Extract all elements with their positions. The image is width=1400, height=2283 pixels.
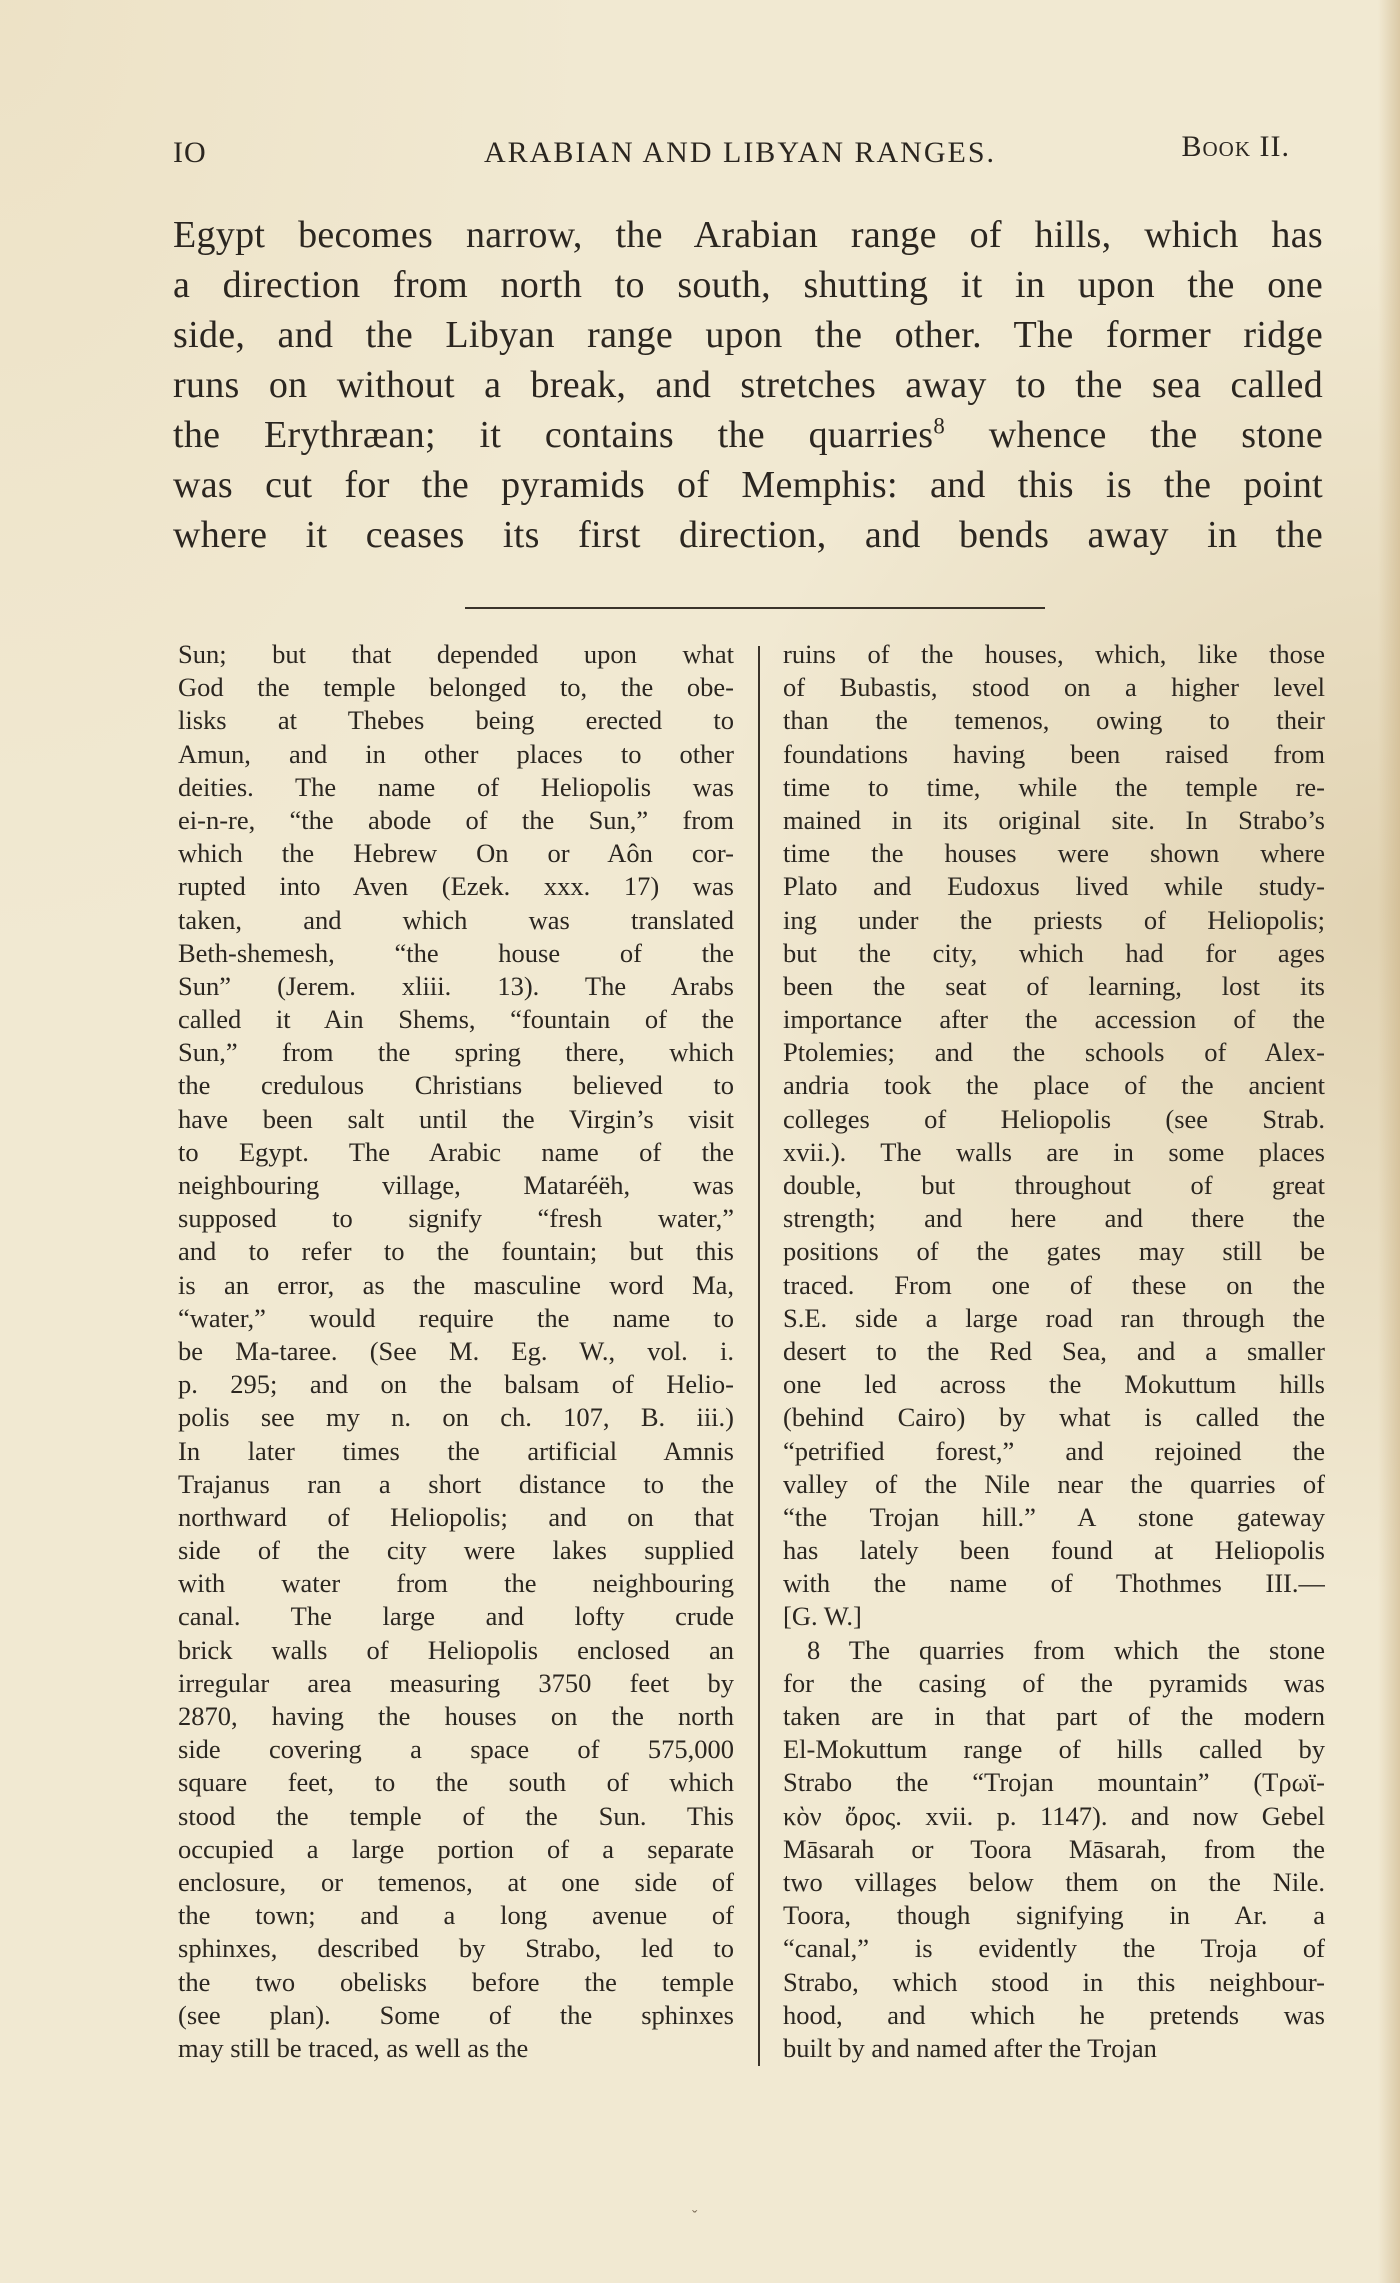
footnote-line: deities. The name of Heliopolis was	[178, 771, 734, 802]
footnote-line: time to time, while the temple re-	[783, 771, 1325, 802]
footnote-line: xvii.). The walls are in some places	[783, 1136, 1325, 1167]
footnote-line: Amun, and in other places to other	[178, 738, 734, 769]
footnote-line: the two obelisks before the temple	[178, 1966, 734, 1997]
footnote-line: foundations having been raised from	[783, 738, 1325, 769]
footnote-line: is an error, as the masculine word Ma,	[178, 1269, 734, 1300]
footnote-line: irregular area measuring 3750 feet by	[178, 1667, 734, 1698]
footnote-line: of Bubastis, stood on a higher level	[783, 672, 1325, 703]
footnote-line: called it Ain Shems, “fountain of the	[178, 1004, 734, 1035]
footnote-line: the credulous Christians believed to	[178, 1070, 734, 1101]
footnote-line: for the casing of the pyramids was	[783, 1667, 1325, 1698]
footnote-line: neighbouring village, Mataréëh, was	[178, 1170, 734, 1200]
footnote-line: 8 The quarries from which the stone	[807, 1634, 1325, 1665]
footnote-line: been the seat of learning, lost its	[783, 970, 1325, 1001]
footnote-line: two villages below them on the Nile.	[783, 1866, 1325, 1897]
footnote-marker[interactable]: 8	[933, 413, 946, 439]
print-speck: ˇ	[692, 2208, 698, 2225]
footnote-line: S.E. side a large road ran through the	[783, 1302, 1325, 1333]
page-edge-shading	[1378, 0, 1400, 2283]
footnote-line: Trajanus ran a short distance to the	[178, 1468, 734, 1499]
footnotes-area	[178, 638, 1328, 2098]
footnote-line: desert to the Red Sea, and a smaller	[783, 1335, 1325, 1366]
footnote-line: Plato and Eudoxus lived while study-	[783, 871, 1325, 902]
main-text-line: a direction from north to south, shutting it in upon the one	[173, 264, 1323, 306]
footnote-line: ruins of the houses, which, like those	[783, 639, 1325, 669]
footnote-line: 2870, having the houses on the north	[178, 1701, 734, 1731]
footnote-line: andria took the place of the ancient	[783, 1070, 1325, 1101]
footnote-line: lisks at Thebes being erected to	[178, 705, 734, 736]
footnote-line: Sun,” from the spring there, which	[178, 1037, 734, 1068]
footnote-line: side of the city were lakes supplied	[178, 1535, 734, 1566]
footnote-line: and to refer to the fountain; but this	[178, 1236, 734, 1267]
footnote-line: than the temenos, owing to their	[783, 705, 1325, 736]
footnote-line: In later times the artificial Amnis	[178, 1435, 734, 1466]
footnote-line: time the houses were shown where	[783, 838, 1325, 869]
main-text-segment: the Erythræan; it contains the quarries	[173, 414, 934, 456]
footnote-line: hood, and which he pretends was	[783, 1999, 1325, 2030]
footnote-line: positions of the gates may still be	[783, 1236, 1325, 1267]
footnote-line: ei-n-re, “the abode of the Sun,” from	[178, 804, 734, 835]
footnote-column-right	[783, 638, 1325, 2065]
footnote-line: colleges of Heliopolis (see Strab.	[783, 1103, 1325, 1134]
footnote-line: κὸν ὄρος. xvii. p. 1147). and now Gebel	[783, 1800, 1325, 1831]
footnote-line: be Ma-taree. (See M. Eg. W., vol. i.	[178, 1335, 734, 1366]
footnote-line: (behind Cairo) by what is called the	[783, 1402, 1325, 1433]
footnote-line: “canal,” is evidently the Troja of	[783, 1933, 1325, 1964]
footnote-line: has lately been found at Heliopolis	[783, 1535, 1325, 1566]
main-text-line: was cut for the pyramids of Memphis: and this is the point	[173, 464, 1323, 506]
footnote-line: northward of Heliopolis; and on that	[178, 1501, 734, 1532]
footnote-line: stood the temple of the Sun. This	[178, 1800, 734, 1831]
footnote-line: which the Hebrew On or Aôn cor-	[178, 838, 734, 869]
footnote-line: (see plan). Some of the sphinxes	[178, 1999, 734, 2030]
footnote-line: “petrified forest,” and rejoined the	[783, 1435, 1325, 1466]
main-text-line: runs on without a break, and stretches away to the sea called	[173, 364, 1323, 406]
footnote-line: God the temple belonged to, the obe-	[178, 672, 734, 703]
footnote-line: the town; and a long avenue of	[178, 1900, 734, 1931]
footnote-line: Sun; but that depended upon what	[178, 639, 734, 669]
main-text-line: Egypt becomes narrow, the Arabian range of hills, which has	[173, 214, 1323, 256]
footnote-line: double, but throughout of great	[783, 1170, 1325, 1200]
footnote-line: Beth-shemesh, “the house of the	[178, 937, 734, 968]
main-text-line-with-footnote	[173, 410, 1323, 460]
main-text-block	[173, 210, 1323, 560]
main-text-line: where it ceases its first direction, and bends away in the	[173, 514, 1323, 556]
main-text-line: side, and the Libyan range upon the other. The former ridge	[173, 314, 1323, 356]
footnote-line: canal. The large and lofty crude	[178, 1601, 734, 1632]
footnote-line: valley of the Nile near the quarries of	[783, 1468, 1325, 1499]
footnote-line: rupted into Aven (Ezek. xxx. 17) was	[178, 871, 734, 902]
footnote-line: Māsarah or Toora Māsarah, from the	[783, 1833, 1325, 1864]
footnote-column-left	[178, 638, 734, 2065]
book-label: Book II.	[1181, 130, 1290, 163]
footnote-line: [G. W.]	[783, 1601, 862, 1632]
footnote-line: may still be traced, as well as the	[178, 2032, 529, 2063]
footnote-line: traced. From one of these on the	[783, 1269, 1325, 1300]
footnote-line: “the Trojan hill.” A stone gateway	[783, 1501, 1325, 1532]
footnote-line: to Egypt. The Arabic name of the	[178, 1136, 734, 1167]
footnote-line: Sun” (Jerem. xliii. 13). The Arabs	[178, 970, 734, 1001]
footnote-line: strength; and here and there the	[783, 1203, 1325, 1234]
footnote-separator-rule	[465, 607, 1045, 609]
footnote-line: side covering a space of 575,000	[178, 1734, 734, 1765]
column-divider	[758, 646, 760, 2066]
footnote-line: Toora, though signifying in Ar. a	[783, 1900, 1325, 1931]
footnote-line: brick walls of Heliopolis enclosed an	[178, 1634, 734, 1665]
footnote-line: taken are in that part of the modern	[783, 1701, 1325, 1731]
footnote-line: supposed to signify “fresh water,”	[178, 1203, 734, 1234]
running-title: ARABIAN AND LIBYAN RANGES.	[483, 136, 997, 169]
running-header	[170, 130, 1290, 180]
footnote-line: El-Mokuttum range of hills called by	[783, 1734, 1325, 1765]
footnote-line: one led across the Mokuttum hills	[783, 1369, 1325, 1400]
footnote-line: have been salt until the Virgin’s visit	[178, 1103, 734, 1134]
footnote-line: square feet, to the south of which	[178, 1767, 734, 1798]
footnote-line: “water,” would require the name to	[178, 1302, 734, 1333]
footnote-line: with water from the neighbouring	[178, 1568, 734, 1599]
footnote-line: Ptolemies; and the schools of Alex-	[783, 1037, 1325, 1068]
footnote-line: taken, and which was translated	[178, 904, 734, 935]
footnote-line: Strabo, which stood in this neighbour-	[783, 1966, 1325, 1997]
footnote-line: but the city, which had for ages	[783, 937, 1325, 968]
footnote-line: occupied a large portion of a separate	[178, 1833, 734, 1864]
footnote-line: p. 295; and on the balsam of Helio-	[178, 1369, 734, 1400]
footnote-line: importance after the accession of the	[783, 1004, 1325, 1035]
footnote-line: sphinxes, described by Strabo, led to	[178, 1933, 734, 1964]
main-text-segment: whence the stone	[988, 414, 1323, 456]
footnote-line: Strabo the “Trojan mountain” (Τρωϊ-	[783, 1767, 1325, 1798]
footnote-line: mained in its original site. In Strabo’s	[783, 804, 1325, 835]
footnote-line: polis see my n. on ch. 107, B. iii.)	[178, 1402, 734, 1433]
footnote-line: with the name of Thothmes III.—	[783, 1568, 1325, 1599]
page-number: IO	[173, 136, 207, 169]
footnote-line: built by and named after the Trojan	[783, 2032, 1157, 2063]
footnote-line: enclosure, or temenos, at one side of	[178, 1866, 734, 1897]
footnote-line: ing under the priests of Heliopolis;	[783, 904, 1325, 935]
